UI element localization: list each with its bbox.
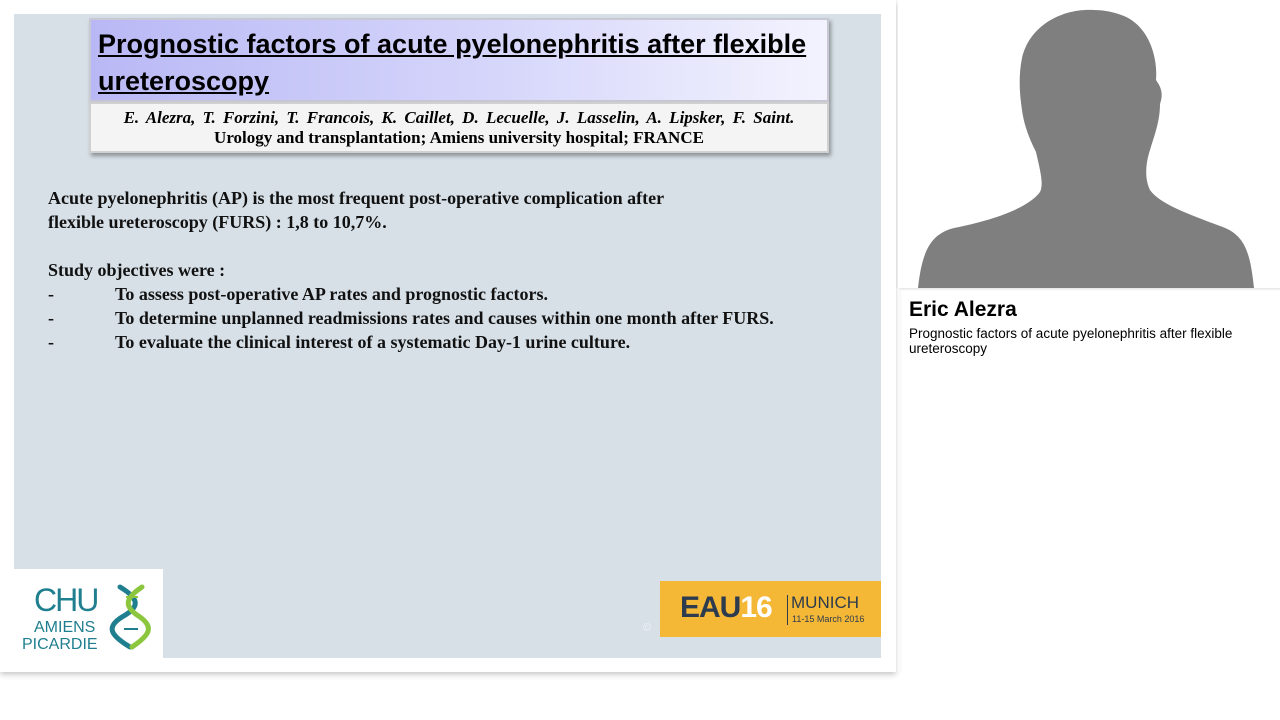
objective-text: To assess post-operative AP rates and prognostic factors. <box>115 284 548 304</box>
speaker-name: Eric Alezra <box>909 298 1017 321</box>
authors-list: E. Alezra, T. Forzini, T. Francois, K. Caillet, D. Lecuelle, J. Lasselin, A. Lipsker, F. Saint. <box>123 108 795 127</box>
chu-amiens-logo <box>14 569 163 658</box>
eau-logo-text <box>680 591 772 625</box>
objective-text: To determine unplanned readmissions rates and causes within one month after FURS. <box>115 308 774 328</box>
objective-item <box>48 282 868 306</box>
objective-text: To evaluate the clinical interest of a systematic Day-1 urine culture. <box>115 332 631 352</box>
chu-logo-text: CHU <box>34 582 98 618</box>
eau-logo-divider <box>787 595 788 625</box>
eau16-logo <box>660 581 881 637</box>
panel-shadow <box>896 288 899 672</box>
intro-line-1: Acute pyelonephritis (AP) is the most frequent post-operative complication after <box>48 188 665 208</box>
person-silhouette-icon <box>898 0 1280 288</box>
slide-title: Prognostic factors of acute pyelonephritis after flexible ureteroscopy <box>98 29 807 96</box>
authors-box <box>89 102 829 153</box>
chu-logo-city: AMIENS <box>34 619 96 636</box>
presentation-slide <box>14 14 881 658</box>
panel-divider <box>898 288 1280 291</box>
bullet-dash: - <box>48 284 54 304</box>
eau-city: MUNICH <box>791 593 859 612</box>
objective-item <box>48 306 868 330</box>
bullet-dash: - <box>48 308 54 328</box>
affiliation: Urology and transplantation; Amiens university hospital; FRANCE <box>214 128 704 147</box>
speaker-photo <box>898 0 1280 288</box>
slide-title-box <box>89 18 829 102</box>
intro-line-2: flexible ureteroscopy (FURS) : 1,8 to 10,7%. <box>48 212 387 232</box>
copyright-mark: © <box>643 622 652 634</box>
bullet-dash: - <box>48 332 54 352</box>
eau-year: 16 <box>740 591 772 624</box>
eau-dates: 11-15 March 2016 <box>792 614 865 624</box>
talk-title: Prognostic factors of acute pyelonephritis after flexible ureteroscopy <box>909 326 1233 356</box>
eau-brand: EAU <box>680 591 741 624</box>
objectives-heading: Study objectives were : <box>48 260 226 280</box>
objective-item <box>48 330 868 354</box>
dna-helix-icon <box>14 569 163 658</box>
chu-logo-region: PICARDIE <box>22 636 98 653</box>
